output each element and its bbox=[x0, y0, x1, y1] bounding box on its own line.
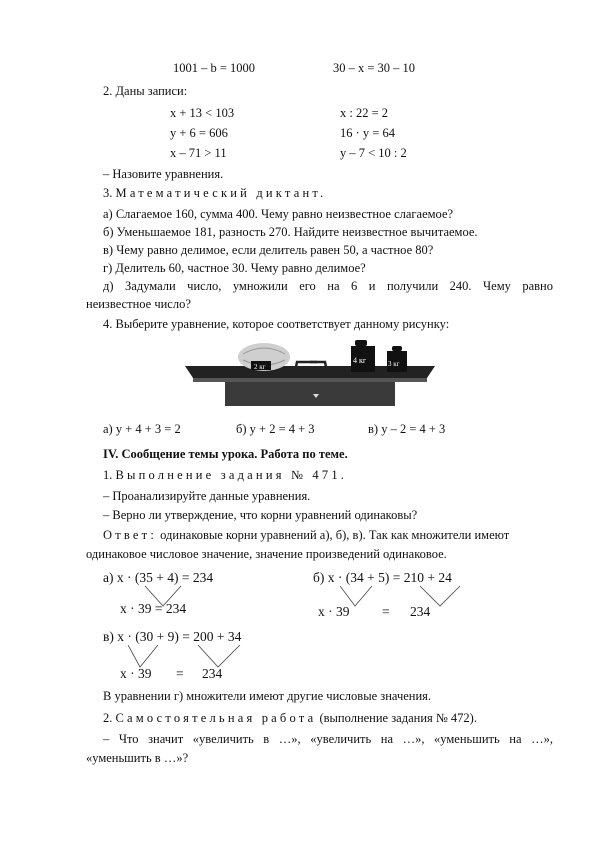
section-title: IV. Сообщение темы урока. Работа по теме. bbox=[103, 447, 348, 461]
equation-b-result-right: 234 bbox=[410, 604, 431, 619]
record-5: 16 · y = 64 bbox=[340, 126, 395, 140]
answer-text-1: одинаковые корни уравнений а), б), в). Так как множители имеют bbox=[160, 528, 510, 542]
task472-question-line2: «уменьшить в …»? bbox=[86, 751, 189, 765]
option-c: в) y – 2 = 4 + 3 bbox=[368, 422, 446, 436]
equation-c: в) x · (30 + 9) = 200 + 34 bbox=[103, 629, 242, 644]
equation-b-result-equals: = bbox=[382, 604, 390, 619]
answer-label: Ответ: bbox=[103, 528, 158, 542]
equation-a: а) x · (35 + 4) = 234 bbox=[103, 570, 214, 585]
record-2: y + 6 = 606 bbox=[170, 126, 228, 140]
task472-question-line1: – Что значит «увеличить в …», «увеличить на …», «уменьшить на …», bbox=[103, 732, 553, 746]
dictation-item-g: г) Делитель 60, частное 30. Чему равно делимое? bbox=[103, 261, 366, 275]
task3-title: Математический диктант. bbox=[115, 186, 327, 200]
weight-3kg-icon bbox=[387, 346, 407, 372]
bracket-b bbox=[340, 586, 470, 608]
option-b: б) y + 2 = 4 + 3 bbox=[236, 422, 315, 436]
task471-number: 1. bbox=[103, 468, 113, 482]
equation-b: б) x · (34 + 5) = 210 + 24 bbox=[313, 570, 452, 585]
record-6: y – 7 < 10 : 2 bbox=[340, 146, 407, 160]
equation-b-result-left: x · 39 bbox=[318, 604, 350, 619]
task4-heading: 4. Выберите уравнение, которое соответствует данному рисунку: bbox=[103, 317, 450, 331]
dictation-item-b: б) Уменьшаемое 181, разность 270. Найдите неизвестное вычитаемое. bbox=[103, 225, 478, 239]
equation-c-result-right: 234 bbox=[202, 666, 223, 681]
task3-number: 3. bbox=[103, 186, 113, 200]
task2-question: – Назовите уравнения. bbox=[103, 167, 224, 181]
record-4: x : 22 = 2 bbox=[340, 106, 389, 120]
task472-title: Самостоятельная работа bbox=[115, 711, 317, 725]
record-3: x – 71 > 11 bbox=[170, 146, 227, 160]
note-equation-g: В уравнении г) множители имеют другие числовые значения. bbox=[103, 689, 432, 703]
equation-top-left: 1001 – b = 1000 bbox=[173, 61, 256, 75]
weight-3kg-label: 3 кг bbox=[388, 360, 400, 368]
weight-4kg-label: 4 кг bbox=[353, 356, 367, 365]
option-a: а) y + 4 + 3 = 2 bbox=[103, 422, 181, 436]
task471-title: Выполнение задания № 471. bbox=[115, 468, 348, 482]
task471-heading bbox=[103, 467, 347, 483]
question-analyze: – Проанализируйте данные уравнения. bbox=[103, 489, 311, 503]
task3-heading bbox=[103, 185, 326, 201]
dictation-item-d-line1: д) Задумали число, умножили его на 6 и получили 240. Чему равно bbox=[103, 279, 553, 293]
task2-heading: 2. Даны записи: bbox=[103, 84, 188, 98]
scale-figure bbox=[185, 334, 435, 414]
equation-c-result-equals: = bbox=[176, 666, 184, 681]
question-roots: – Верно ли утверждение, что корни уравнений одинаковы? bbox=[103, 508, 418, 522]
task472-tail: (выполнение задания № 472). bbox=[319, 711, 477, 725]
melon-label: 2 кг bbox=[254, 363, 266, 371]
equation-c-result-left: x · 39 bbox=[120, 666, 152, 681]
answer-line-1 bbox=[103, 527, 509, 543]
record-1: x + 13 < 103 bbox=[170, 106, 235, 120]
task472-number: 2. bbox=[103, 711, 113, 725]
equation-a-result: x · 39 = 234 bbox=[120, 601, 187, 616]
equation-top-right: 30 – x = 30 – 10 bbox=[333, 61, 416, 75]
dictation-item-d-line2: неизвестное число? bbox=[86, 297, 191, 311]
answer-line-2: одинаковое числовое значение, значение произведений одинаковое. bbox=[86, 547, 447, 561]
task472-heading bbox=[103, 710, 477, 726]
dictation-item-a: а) Слагаемое 160, сумма 400. Чему равно неизвестное слагаемое? bbox=[103, 207, 454, 221]
dictation-item-c: в) Чему равно делимое, если делитель равен 50, а частное 80? bbox=[103, 243, 434, 257]
